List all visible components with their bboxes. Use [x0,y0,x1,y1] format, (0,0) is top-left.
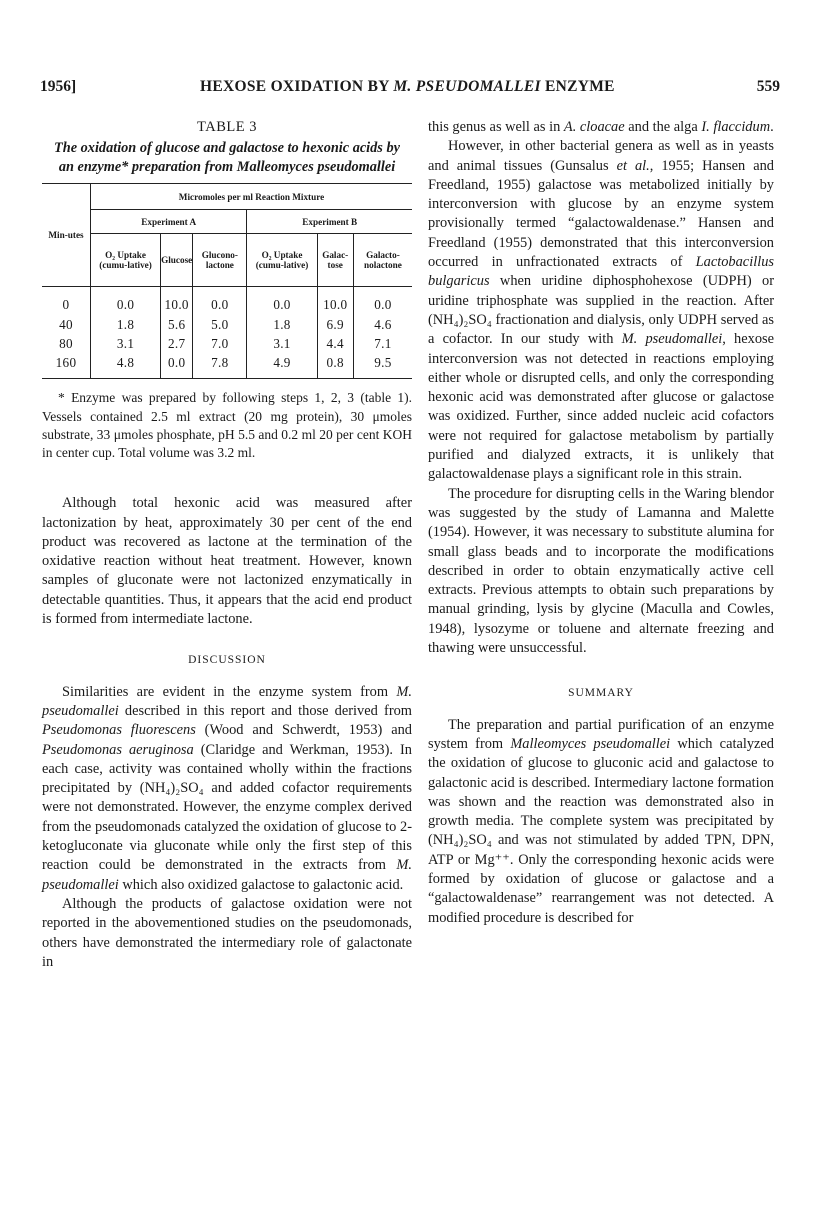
table-row [42,315,412,334]
paragraph: The preparation and partial purification of an enzyme system from Malleomyces pseudomallei which catalyzed the oxidation of glucose to gluconic acid and galactose to galactonic acid is described. Intermediary lactone formation was shown and the reaction was demonstrated also in growth media. The complete system was precipitated by (NH₄)₂SO₄ and was not stimulated by added TPN, DPN, ATP or Mg⁺⁺. Only the corresponding hexonic acids were formed by oxidation of glucose or galactose and a “galactowaldenase” rearrangement was not detected. A modified procedure is described for [428,716,774,926]
paragraph: The procedure for disrupting cells in the Waring blendor was suggested by the study of Lamanna and Malette (1954). However, it was necessary to substitute alumina for small glass beads and to incorporate the modifications described in order to obtain enzymatically active cell extracts. Previous attempts to obtain such preparations by manual grinding, lysis by glycine (Maculla and Cowles, 1948), lysozyme or toluene and alternate freezing and thawing were unsuccessful. [428,485,774,657]
summary-heading: SUMMARY [568,687,634,700]
table-cell: 0.0 [91,287,161,315]
table-cell: 3.1 [247,334,317,353]
table-cell: 1.8 [91,315,161,334]
right-column [428,118,774,928]
table-cell: 9.5 [353,353,412,379]
table-row [42,353,412,379]
paragraph: Although the products of galactose oxidation were not reported in the abovementioned studies on the pseudomonads, others have demonstrated the intermediary role of galactonate in [42,895,412,970]
column-header: O₂ Uptake (cumu-lative) [91,234,161,287]
table-cell: 6.9 [317,315,353,334]
table-row [42,287,412,315]
table-cell: 0.0 [193,287,247,315]
table-cell: 80 [59,335,73,351]
header-title: HEXOSE OXIDATION BY M. PSEUDOMALLEI ENZYME [200,78,615,95]
column-header: Glucono-lactone [193,234,247,287]
paragraph: Although total hexonic acid was measured after lactonization by heat, approximately 30 per cent of the end product was recovered as lactone at the termination of the oxidative reaction without heat treatment. However, known samples of gluconate were not lactonized enzymatically in detectable quantities. Thus, it appears that the acid end product is formed from intermediate lactone. [42,495,412,628]
left-column [42,118,412,972]
column-header: Galacto-nolactone [353,234,412,287]
table-cell: 3.1 [91,334,161,353]
data-table [42,183,412,379]
table-caption: The oxidation of glucose and galactose to hexonic acids by an enzyme* preparation from Malleomyces pseudomallei [54,140,400,176]
discussion-heading: DISCUSSION [188,654,266,667]
table-cell: 10.0 [317,287,353,315]
table-cell: 7.0 [193,334,247,353]
micromoles-header: Micromoles per ml Reaction Mixture [91,184,413,210]
table-cell: 4.6 [353,315,412,334]
paragraph: this genus as well as in A. cloacae and the alga I. flaccidum. [428,119,774,135]
table-cell: 0.0 [353,287,412,315]
experiment-a-header: Experiment A [91,210,247,234]
table-label: TABLE 3 [197,119,257,135]
table-footnote: * Enzyme was prepared by following steps 1, 2, 3 (table 1). Vessels contained 2.5 ml extract (20 mg protein), 30 μmoles substrate, 33 μmoles phosphate, pH 5.5 and 0.2 ml 20 per cent KOH in center cup. Total volume was 3.2 ml. [42,390,412,461]
table-cell: 0.8 [317,353,353,379]
experiment-b-header: Experiment B [247,210,412,234]
table-cell: 7.1 [353,334,412,353]
table-cell: 10.0 [161,287,193,315]
page-number: 559 [756,78,780,95]
table-cell: 0.0 [247,287,317,315]
paragraph: Similarities are evident in the enzyme system from M. pseudomallei described in this report and those derived from Pseudomonas fluorescens (Wood and Schwerdt, 1953) and Pseudomonas aeruginosa (Claridge and Werkman, 1953). In each case, activity was contained wholly within the fractions precipitated by (NH₄)₂SO₄ and added cofactor requirements were not demonstrated. However, the enzyme complex derived from the pseudomonads catalyzed the oxidation of glucose to 2-ketogluconate via gluconate while only the first step of this reaction could be demonstrated in the extracts from M. pseudomallei which also oxidized galactose to galactonic acid. [42,683,412,893]
table-cell: 7.8 [193,353,247,379]
paragraph: However, in other bacterial genera as well as in yeasts and animal tissues (Gunsalus et al., 1955; Hansen and Freedland, 1955) galactose was metabolized initially by interconversion with glucose by an enzyme system provisionally termed “galactowaldenase.” Hansen and Freedland (1955) demonstrated that this interconversion occurred in unfractionated extracts of Lactobacillus bulgaricus when uridine diphosphohexose (UDPH) or uridine triphosphate was supplied in the reaction. After (NH₄)₂SO₄ fractionation and dialysis, only UDPH served as a cofactor. In our study with M. pseudomallei, hexose interconversion was not detected in reactions employing either whole or disrupted cells, and only the corresponding hexonic acid was demonstrated after glucose or galactose was oxidized. Further, since added nucleic acid cofactors were not required for galactose metabolism by partially purified and dialyzed extracts, it is unlikely that galactowaldenase plays a significant role in this strain. [428,138,775,483]
table-row [42,334,412,353]
column-header: Galac-tose [317,234,353,287]
column-header: O₂ Uptake (cumu-lative) [247,234,317,287]
table-cell: 5.6 [161,315,193,334]
table-cell: 0.0 [161,353,193,379]
table-cell: 4.4 [317,334,353,353]
table-cell: 1.8 [247,315,317,334]
table-cell: 160 [42,353,91,379]
table-cell: 4.9 [247,353,317,379]
header-year: 1956] [40,78,77,95]
table-cell: 4.8 [91,353,161,379]
table-cell: 0 [62,297,70,313]
running-header [40,78,780,102]
table-cell: 40 [59,316,73,332]
table-cell: 2.7 [161,334,193,353]
minutes-header: Min-utes [42,184,91,287]
table-cell: 5.0 [193,315,247,334]
column-header: Glucose [161,234,193,287]
